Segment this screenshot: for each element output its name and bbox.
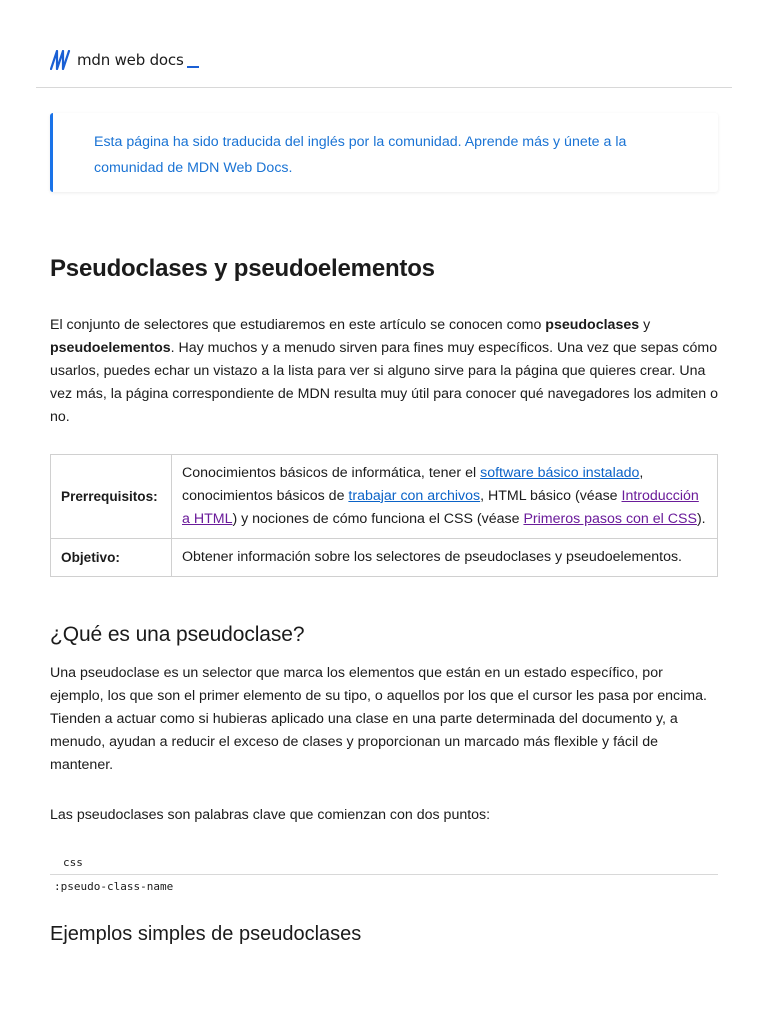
mdn-logo[interactable] xyxy=(50,50,199,70)
objective-label: Objetivo: xyxy=(51,539,172,577)
pseudoclass-description: Una pseudoclase es un selector que marca los elementos que están en un estado específico, por ejemplo, los que son el primer elemento de su tipo, o aquellos por los que el cursor les pasa por encima. Tienden a actuar como si hubieras aplicado una clase en una parte determinada del documento y, a menudo, ayudan a reducir el exceso de clases y proporcionan un marcado más flexible y fácil de mantener. xyxy=(50,665,707,773)
learn-box-table xyxy=(50,454,718,577)
page-title: Pseudoclases y pseudoelementos xyxy=(50,255,435,282)
section-heading-pseudoclase: ¿Qué es una pseudoclase? xyxy=(50,623,305,646)
objective-value: Obtener información sobre los selectores de pseudoclases y pseudoelementos. xyxy=(172,539,718,577)
prerequisites-row xyxy=(51,455,718,539)
logo-cursor-icon xyxy=(187,66,199,68)
mdn-m-icon xyxy=(50,50,72,70)
code-line[interactable]: :pseudo-class-name xyxy=(54,880,174,893)
prereq-text-5: ). xyxy=(696,511,706,527)
prerequisites-value xyxy=(172,455,718,539)
link-primeros-pasos-css[interactable]: Primeros pasos con el CSS xyxy=(523,511,697,527)
intro-text-2: y xyxy=(639,317,651,333)
intro-text-1: El conjunto de selectores que estudiaremos en este artículo se conocen como xyxy=(50,317,546,333)
top-bar xyxy=(0,0,768,88)
prereq-text-1: Conocimientos básicos de informática, tener el xyxy=(182,465,481,481)
translation-notice-text[interactable]: Esta página ha sido traducida del inglés por la comunidad. Aprende más y únete a la comunidad de MDN Web Docs. xyxy=(94,134,627,176)
translation-notice xyxy=(50,113,718,192)
intro-text-3: . Hay muchos y a menudo sirven para fines muy específicos. Una vez que sepas cómo usarlos, puedes echar un vistazo a la lista para ver si alguno sirve para la página que quieres crear. Una vez más, la página correspondiente de MDN resulta muy útil para conocer qué navegadores los admiten o no. xyxy=(50,340,718,425)
prereq-text-2: , conocimientos básicos de xyxy=(182,465,644,504)
prereq-text-4: ) y nociones de cómo funciona el CSS (véase xyxy=(232,511,524,527)
intro-bold-pseudoelementos: pseudoelementos xyxy=(50,340,171,356)
objective-row xyxy=(51,539,718,577)
link-introduccion-html[interactable]: Introducción a HTML xyxy=(182,488,699,527)
code-header-divider xyxy=(50,874,718,875)
prerequisites-label: Prerrequisitos: xyxy=(51,455,172,539)
link-software-basico[interactable]: software básico instalado xyxy=(480,465,640,481)
link-trabajar-con-archivos[interactable]: trabajar con archivos xyxy=(348,488,481,504)
logo-text: mdn web docs xyxy=(77,51,184,69)
pseudoclass-syntax-intro: Las pseudoclases son palabras clave que comienzan con dos puntos: xyxy=(50,807,491,823)
header-divider xyxy=(36,87,732,88)
intro-bold-pseudoclases: pseudoclases xyxy=(545,317,640,333)
code-language-label: css xyxy=(63,856,83,869)
section-heading-ejemplos: Ejemplos simples de pseudoclases xyxy=(50,923,362,945)
intro-paragraph xyxy=(50,314,718,429)
prereq-text-3: , HTML básico (véase xyxy=(480,488,622,504)
